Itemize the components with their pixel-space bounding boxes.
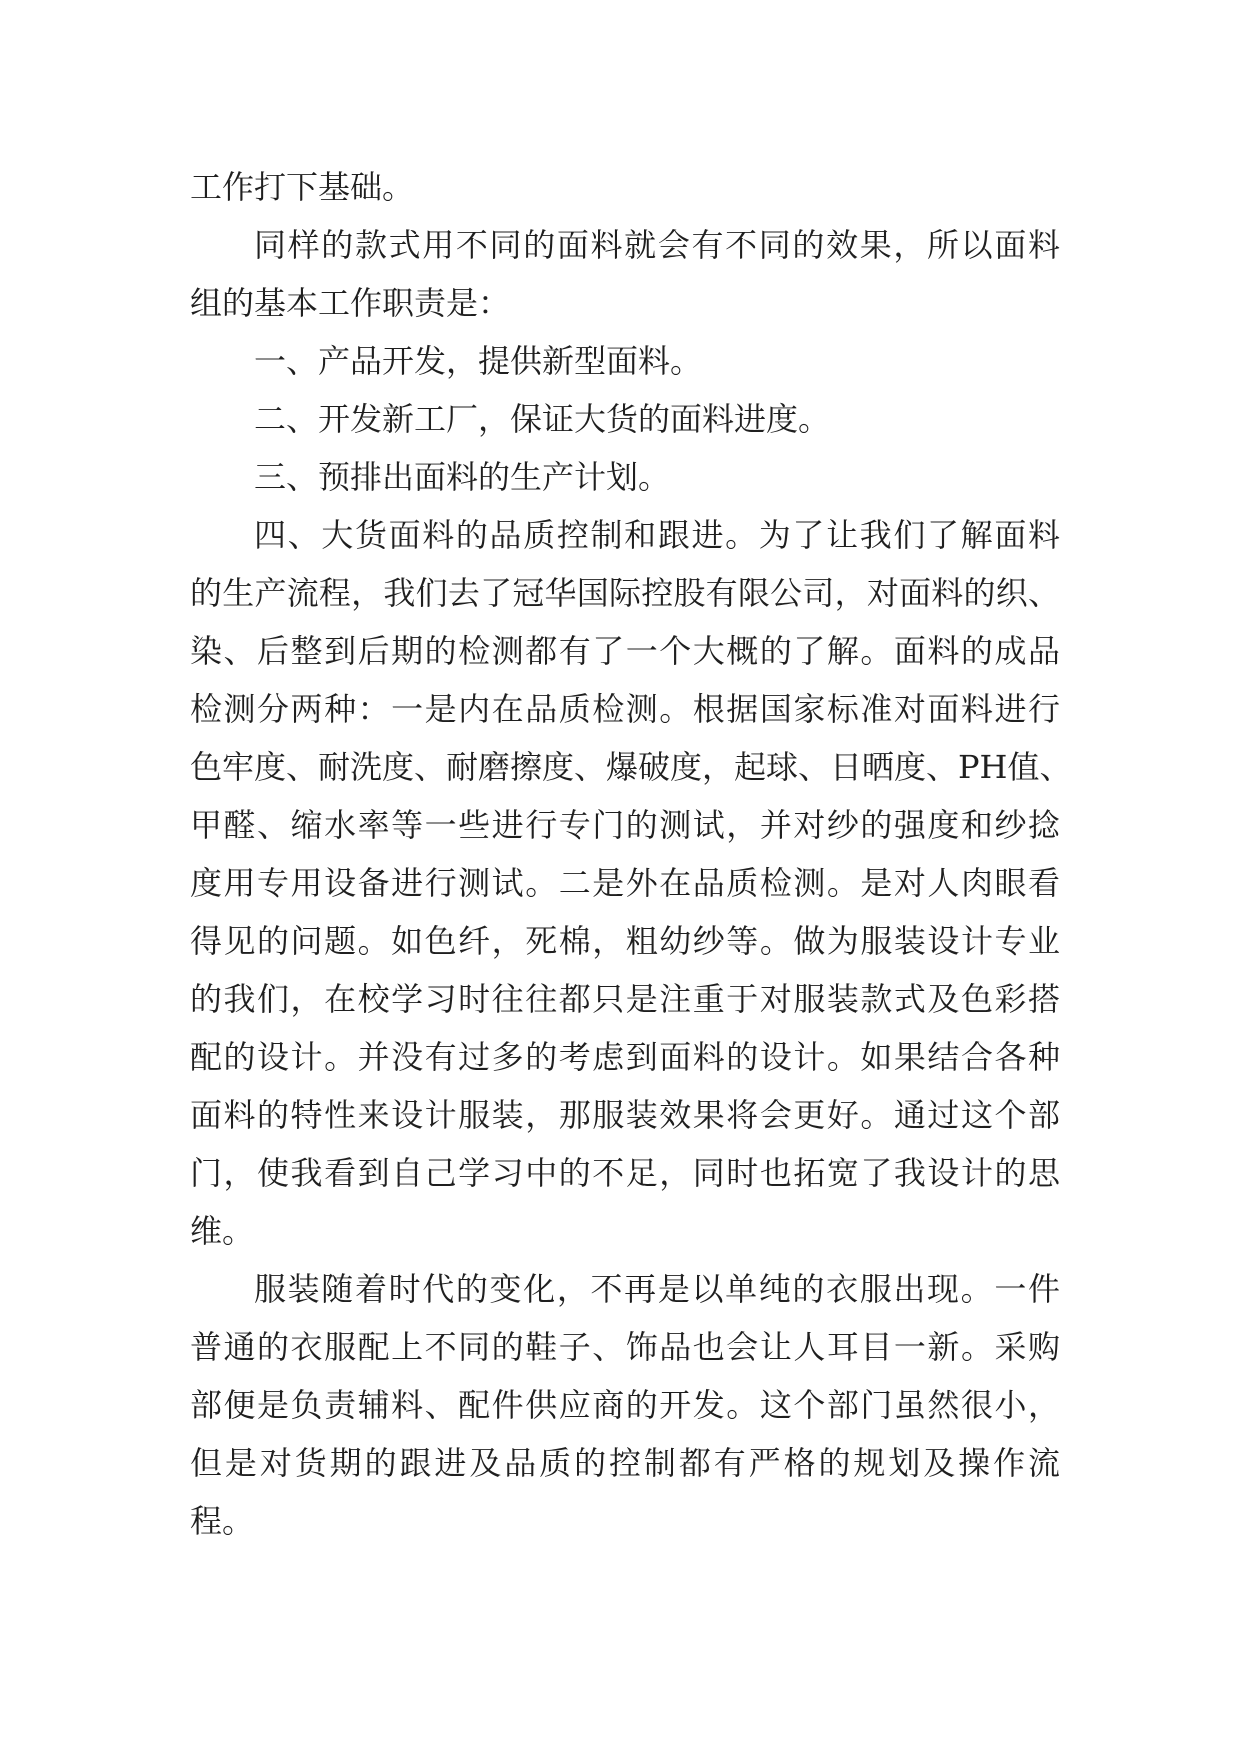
paragraph [190, 448, 1060, 506]
text-line: 甲醛、缩水率等一些进行专门的测试，并对纱的强度和纱捻 [190, 806, 1060, 844]
text-line: 色牢度、耐洗度、耐磨擦度、爆破度，起球、日晒度、PH值、 [190, 748, 1072, 786]
text-line: 一、产品开发，提供新型面料。 [254, 342, 703, 380]
document-body [190, 158, 1072, 1550]
text-line: 维。 [190, 1212, 255, 1250]
text-line: 度用专用设备进行测试。二是外在品质检测。是对人肉眼看 [190, 864, 1060, 902]
text-line: 三、预排出面料的生产计划。 [254, 458, 671, 496]
paragraph [190, 216, 1060, 332]
paragraph [190, 506, 1072, 1260]
text-line: 但是对货期的跟进及品质的控制都有严格的规划及操作流 [190, 1444, 1060, 1482]
text-line: 门，使我看到自己学习中的不足，同时也拓宽了我设计的思 [190, 1154, 1060, 1192]
text-line: 服装随着时代的变化，不再是以单纯的衣服出现。一件 [254, 1270, 1060, 1308]
text-line: 的我们，在校学习时往往都只是注重于对服装款式及色彩搭 [190, 980, 1060, 1018]
text-line: 部便是负责辅料、配件供应商的开发。这个部门虽然很小， [190, 1386, 1060, 1424]
text-line: 配的设计。并没有过多的考虑到面料的设计。如果结合各种 [190, 1038, 1060, 1076]
text-line: 面料的特性来设计服装，那服装效果将会更好。通过这个部 [190, 1096, 1060, 1134]
text-line: 工作打下基础。 [190, 168, 415, 206]
text-line: 同样的款式用不同的面料就会有不同的效果，所以面料 [254, 226, 1060, 264]
text-line: 程。 [190, 1502, 255, 1540]
text-line: 二、开发新工厂，保证大货的面料进度。 [254, 400, 831, 438]
paragraph [190, 1260, 1060, 1550]
text-line: 四、大货面料的品质控制和跟进。为了让我们了解面料 [254, 516, 1060, 554]
paragraph [190, 158, 1060, 216]
paragraph [190, 332, 1060, 390]
paragraph [190, 390, 1060, 448]
text-line: 得见的问题。如色纤，死棉，粗幼纱等。做为服装设计专业 [190, 922, 1060, 960]
text-line: 的生产流程，我们去了冠华国际控股有限公司，对面料的织、 [190, 574, 1060, 612]
text-line: 组的基本工作职责是： [190, 284, 511, 322]
text-line: 普通的衣服配上不同的鞋子、饰品也会让人耳目一新。采购 [190, 1328, 1060, 1366]
text-line: 染、后整到后期的检测都有了一个大概的了解。面料的成品 [190, 632, 1060, 670]
text-line: 检测分两种：一是内在品质检测。根据国家标准对面料进行 [190, 690, 1060, 728]
